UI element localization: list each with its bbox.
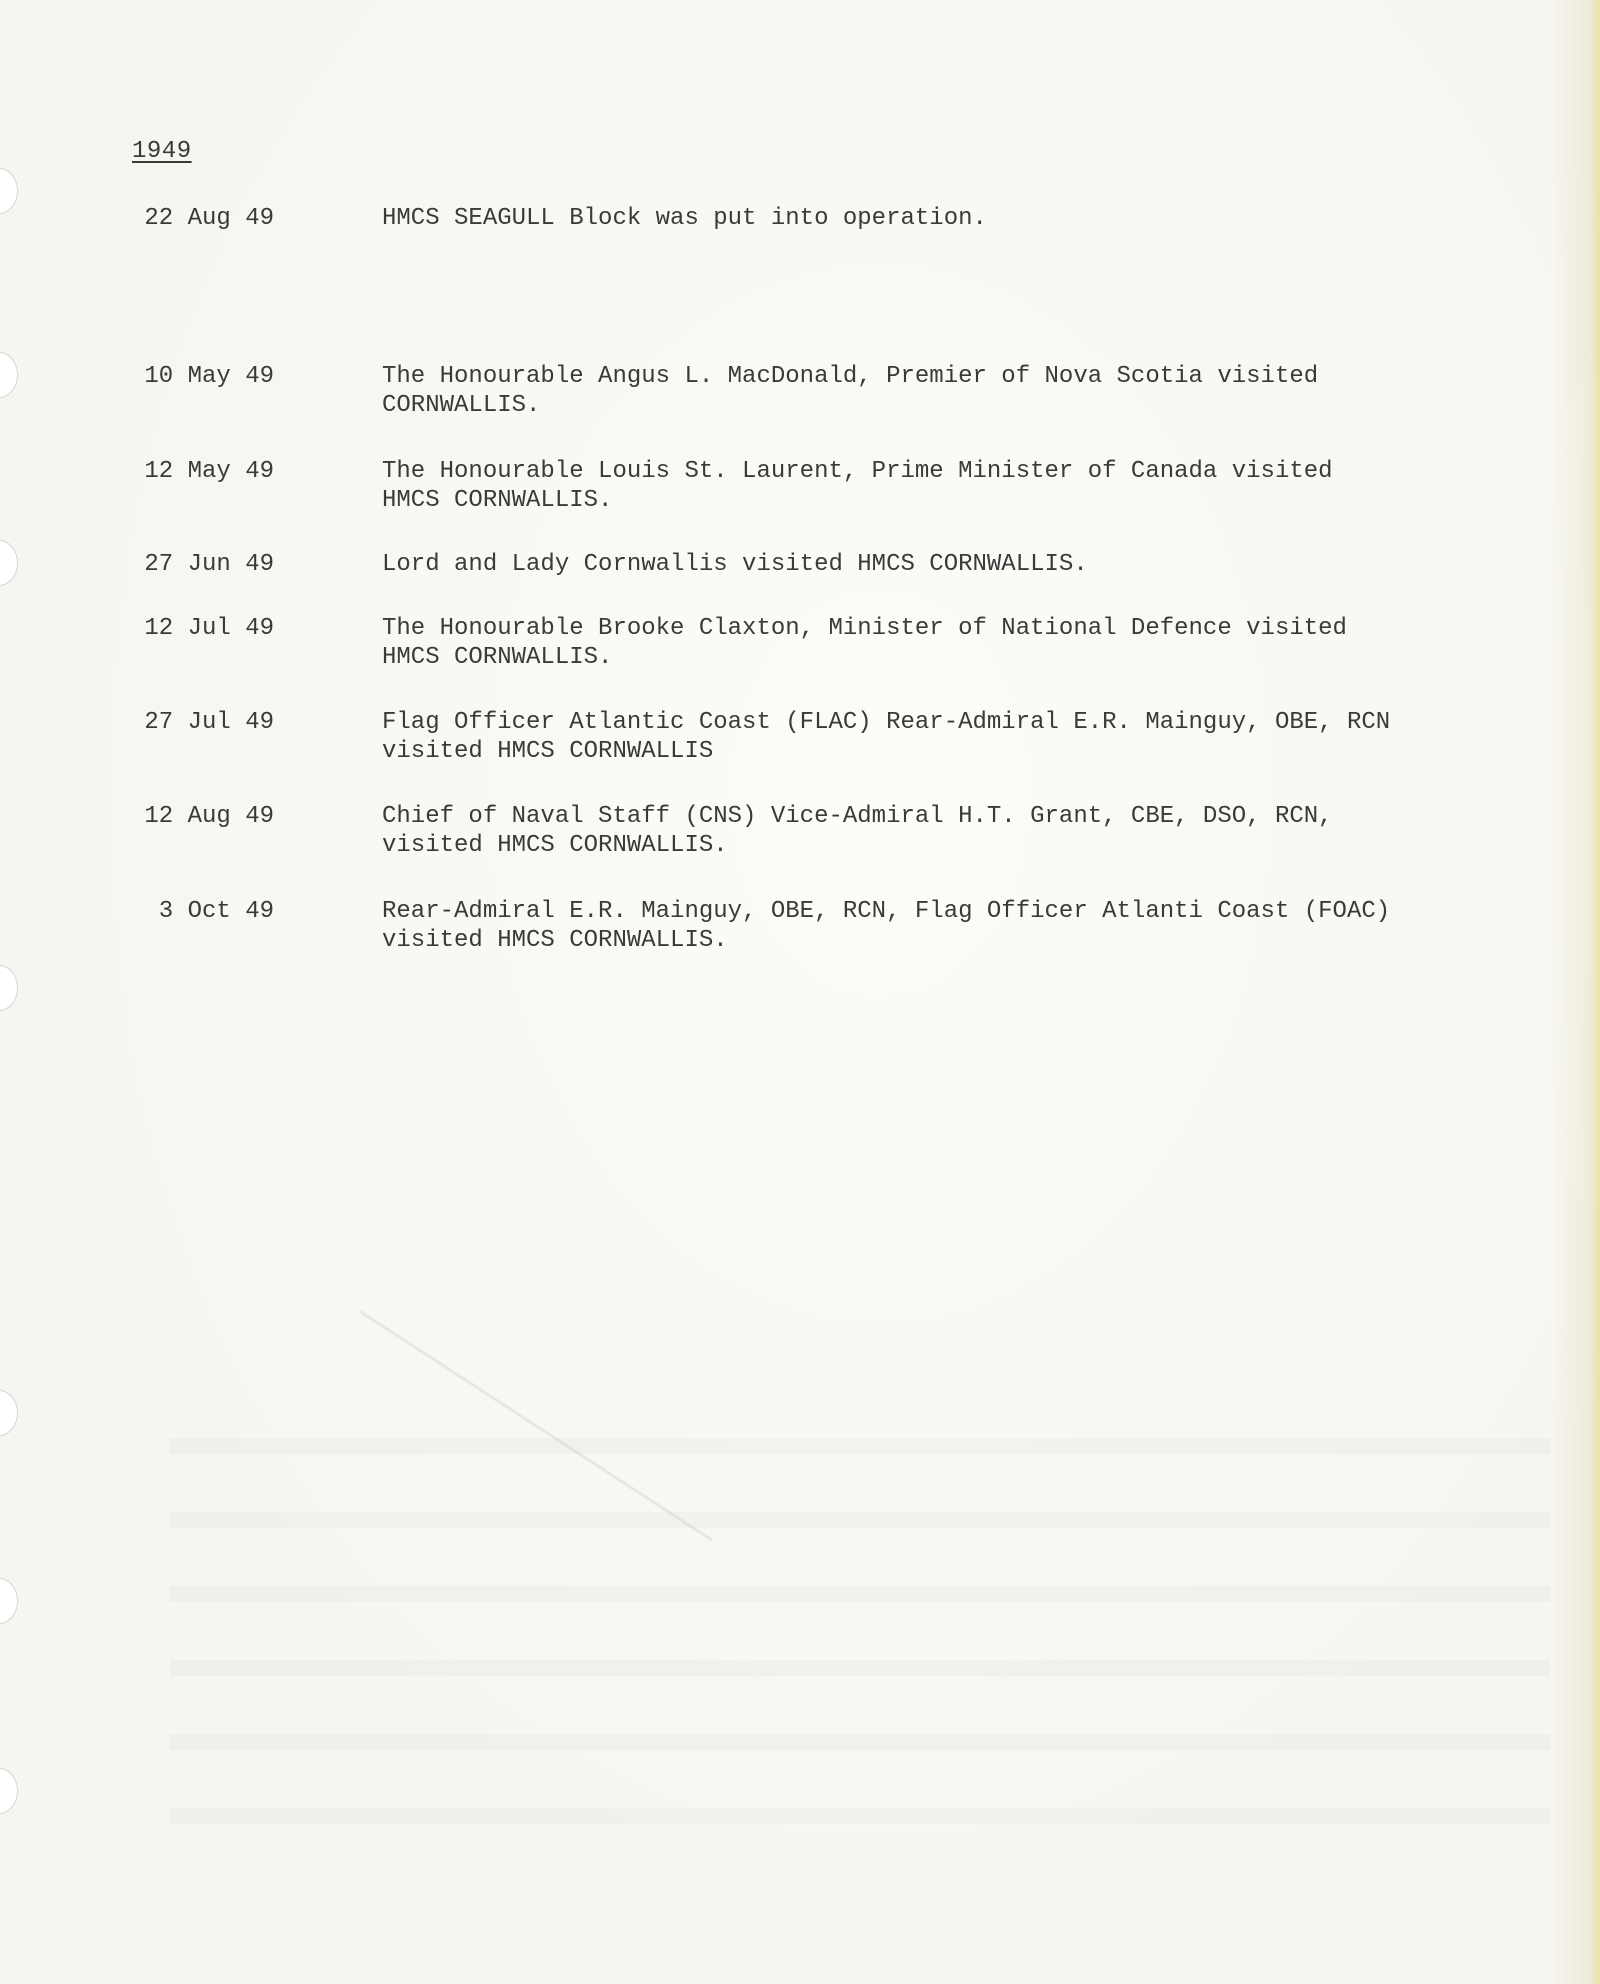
entry-date: 27 Jun 49 — [144, 551, 274, 578]
entry-date: 27 Jul 49 — [144, 709, 274, 736]
entry-text: The Honourable Brooke Claxton, Minister of National Defence visited HMCS CORNWALLIS. — [382, 615, 1347, 671]
entry-date: 22 Aug 49 — [144, 205, 274, 232]
entry-text: The Honourable Angus L. MacDonald, Premier of Nova Scotia visited CORNWALLIS. — [382, 363, 1319, 419]
bleed-through-text — [170, 1410, 1550, 1850]
punch-hole — [0, 965, 18, 1011]
entry-text: Flag Officer Atlantic Coast (FLAC) Rear-Admiral E.R. Mainguy, OBE, RCN visited HMCS CORNWALLIS — [382, 709, 1391, 765]
entry-date: 10 May 49 — [144, 363, 274, 390]
page-edge-stain — [1590, 0, 1600, 1984]
entry-text: Lord and Lady Cornwallis visited HMCS CORNWALLIS. — [382, 551, 1088, 578]
entry-date: 3 Oct 49 — [158, 898, 274, 925]
entry-date: 12 May 49 — [144, 458, 274, 485]
punch-hole — [0, 540, 18, 586]
year-heading: 1949 — [132, 138, 192, 165]
punch-hole — [0, 1390, 18, 1436]
entry-text: Rear-Admiral E.R. Mainguy, OBE, RCN, Flag Officer Atlanti Coast (FOAC) visited HMCS CORNWALLIS. — [382, 898, 1391, 954]
entry-date: 12 Jul 49 — [144, 615, 274, 642]
punch-hole — [0, 1768, 18, 1814]
punch-hole — [0, 352, 18, 398]
entry-text: The Honourable Louis St. Laurent, Prime Minister of Canada visited HMCS CORNWALLIS. — [382, 458, 1333, 514]
punch-hole — [0, 168, 18, 214]
entry-text: HMCS SEAGULL Block was put into operation. — [382, 205, 987, 232]
punch-hole — [0, 1578, 18, 1624]
entry-text: Chief of Naval Staff (CNS) Vice-Admiral H.T. Grant, CBE, DSO, RCN, visited HMCS CORNWALLIS. — [382, 803, 1333, 859]
entry-date: 12 Aug 49 — [144, 803, 274, 830]
